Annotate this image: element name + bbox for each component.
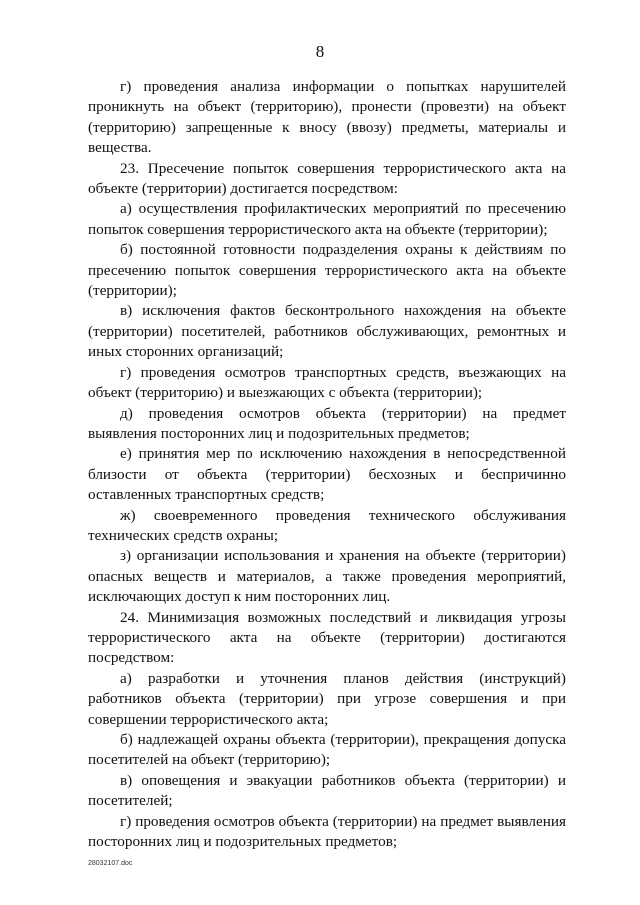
- document-filename: 28032107.doc: [88, 860, 133, 867]
- paragraph: г) проведения осмотров объекта (территории) на предмет выявления посторонних лиц и подозрительных предметов;: [88, 812, 566, 851]
- paragraph: 23. Пресечение попыток совершения террористического акта на объекте (территории) достигается посредством:: [88, 159, 566, 198]
- paragraph: е) принятия мер по исключению нахождения в непосредственной близости от объекта (территории) бесхозных и беспричинно оставленных транспортных средств;: [88, 445, 566, 504]
- paragraph: д) проведения осмотров объекта (территории) на предмет выявления посторонних лиц и подозрительных предметов;: [88, 404, 566, 442]
- paragraph: г) проведения осмотров транспортных средств, въезжающих на объект (территорию) и выезжающих с объекта (территории);: [88, 363, 566, 402]
- paragraph: в) исключения фактов бесконтрольного нахождения на объекте (территории) посетителей, работников обслуживающих, ремонтных и иных сторонних организаций;: [88, 302, 566, 361]
- paragraph: б) надлежащей охраны объекта (территории), прекращения допуска посетителей на объект (территорию);: [88, 731, 566, 769]
- paragraph: ж) своевременного проведения технического обслуживания технических средств охраны;: [88, 506, 566, 544]
- paragraph: в) оповещения и эвакуации работников объекта (территории) и посетителей;: [88, 771, 566, 810]
- paragraph: а) осуществления профилактических мероприятий по пресечению попыток совершения террористического акта на объекте (территории);: [88, 200, 566, 238]
- paragraph: г) проведения анализа информации о попытках нарушителей проникнуть на объект (территорию), пронести (провезти) на объект (территорию) запрещенные к вносу (ввозу) предметы, материалы и вещества.: [88, 78, 566, 157]
- paragraph: а) разработки и уточнения планов действия (инструкций) работников объекта (территории) при угрозе совершения и при совершении террористического акта;: [88, 669, 566, 728]
- document-body: [88, 77, 566, 852]
- paragraph: з) организации использования и хранения на объекте (территории) опасных веществ и материалов, а также проведения мероприятий, исключающих доступ к ним посторонних лиц.: [88, 547, 566, 606]
- page-number: 8: [315, 42, 325, 61]
- paragraph: 24. Минимизация возможных последствий и ликвидация угрозы террористического акта на объекте (территории) достигаются посредством:: [88, 608, 566, 667]
- paragraph: б) постоянной готовности подразделения охраны к действиям по пресечению попыток совершения террористического акта на объекте (территории);: [88, 241, 566, 300]
